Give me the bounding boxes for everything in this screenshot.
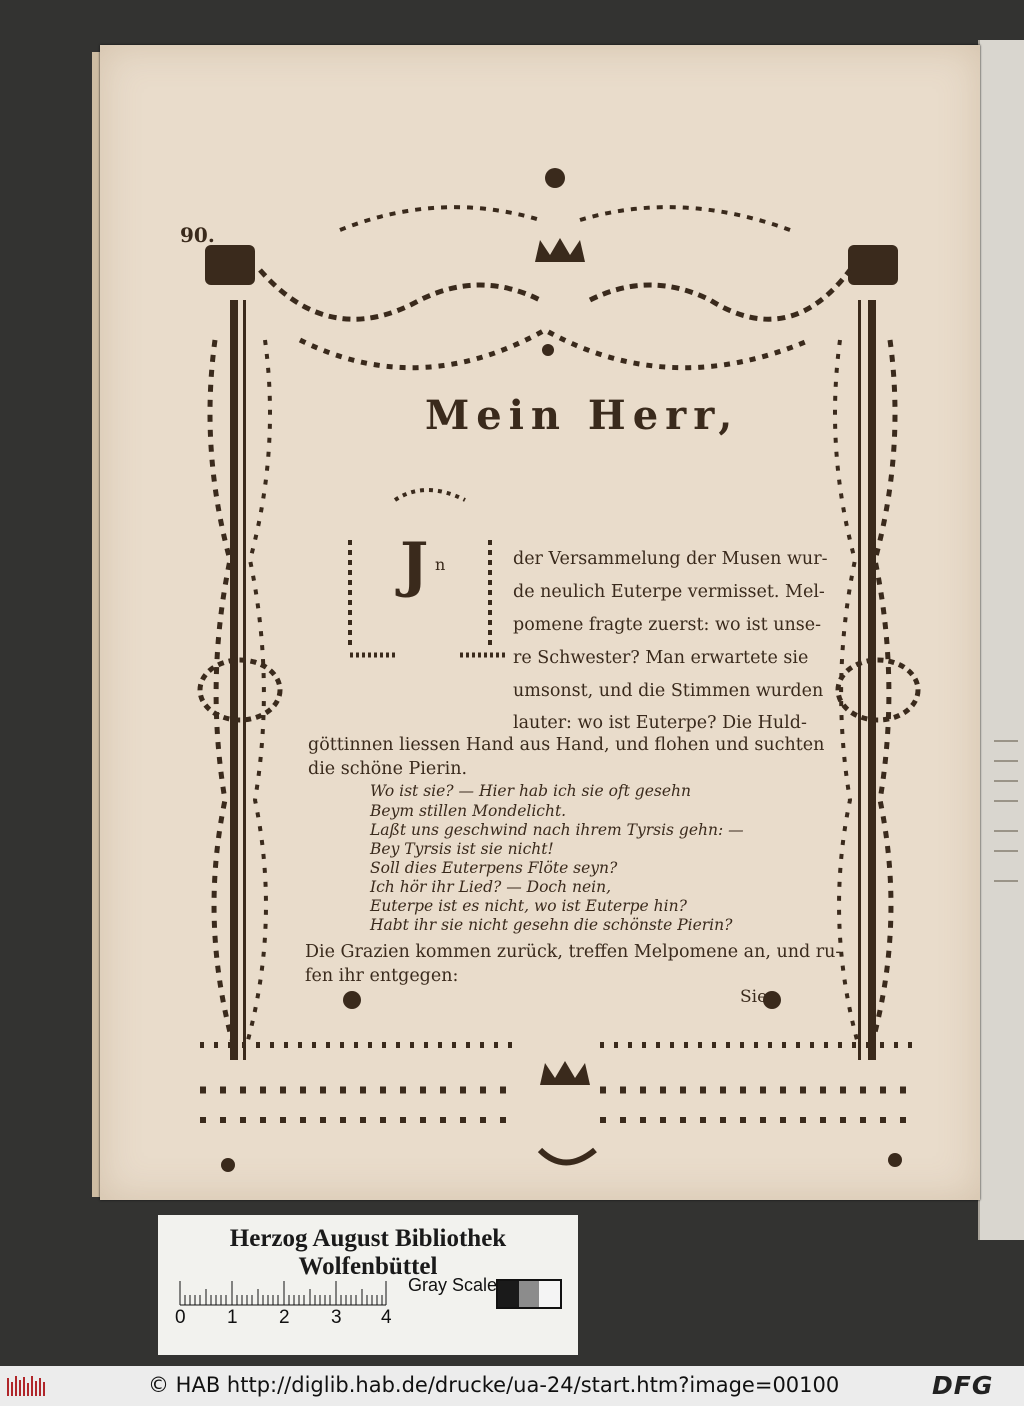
body-line: lauter: wo ist Euterpe? Die Huld- xyxy=(513,713,807,733)
decorated-initial: J xyxy=(400,530,429,600)
gray-swatch-light xyxy=(539,1281,560,1307)
verse-line: Habt ihr sie nicht gesehn die schönste Pierin? xyxy=(370,916,733,934)
body-line: der Versammelung der Musen wur- xyxy=(513,549,828,569)
scale-number: 4 xyxy=(381,1307,392,1328)
verse-line: Bey Tyrsis ist sie nicht! xyxy=(370,840,554,858)
dfg-logo: DFG xyxy=(932,1371,994,1400)
verse-line: Laßt uns geschwind nach ihrem Tyrsis gehn: — xyxy=(370,821,744,839)
closing-line: fen ihr entgegen: xyxy=(305,966,459,986)
footer-bar xyxy=(0,1366,1024,1406)
library-color-card xyxy=(158,1215,578,1355)
page-number: 90. xyxy=(180,223,215,247)
gray-scale-swatches xyxy=(496,1279,562,1309)
closing-line: Die Grazien kommen zurück, treffen Melpomene an, und ru- xyxy=(305,942,842,962)
copyright-url[interactable]: © HAB http://diglib.hab.de/drucke/ua-24/start.htm?image=00100 xyxy=(148,1373,840,1397)
scale-number: 1 xyxy=(227,1307,238,1328)
library-name: Herzog August Bibliothek Wolfenbüttel xyxy=(229,1225,507,1280)
scale-number: 0 xyxy=(175,1307,186,1328)
verse-line: Beym stillen Mondelicht. xyxy=(370,802,567,820)
verse-line: Euterpe ist es nicht, wo ist Euterpe hin? xyxy=(370,897,687,915)
letter-salutation: Mein Herr, xyxy=(425,392,740,439)
gray-swatch-dark xyxy=(498,1281,519,1307)
body-line: pomene fragte zuerst: wo ist unse- xyxy=(513,615,822,635)
scale-number: 3 xyxy=(331,1307,342,1328)
initial-suffix: n xyxy=(435,555,446,574)
gray-scale-label: Gray Scale xyxy=(408,1275,498,1295)
centimeter-ruler xyxy=(178,1277,388,1307)
body-line: re Schwester? Man erwartete sie xyxy=(513,648,809,668)
verse-line: Soll dies Euterpens Flöte seyn? xyxy=(370,859,618,877)
body-line: de neulich Euterpe vermisset. Mel- xyxy=(513,582,825,602)
gray-swatch-mid xyxy=(519,1281,540,1307)
verse-line: Ich hör ihr Lied? — Doch nein, xyxy=(370,878,612,896)
scale-number: 2 xyxy=(279,1307,290,1328)
verse-line: Wo ist sie? — Hier hab ich sie oft gesehn xyxy=(370,782,691,800)
body-line: die schöne Pierin. xyxy=(308,759,468,779)
hab-barcode-icon xyxy=(6,1374,48,1398)
body-line: umsonst, und die Stimmen wurden xyxy=(513,681,824,701)
body-line: göttinnen liessen Hand aus Hand, und flohen und suchten xyxy=(308,735,825,755)
catchword: Sie xyxy=(740,987,768,1007)
